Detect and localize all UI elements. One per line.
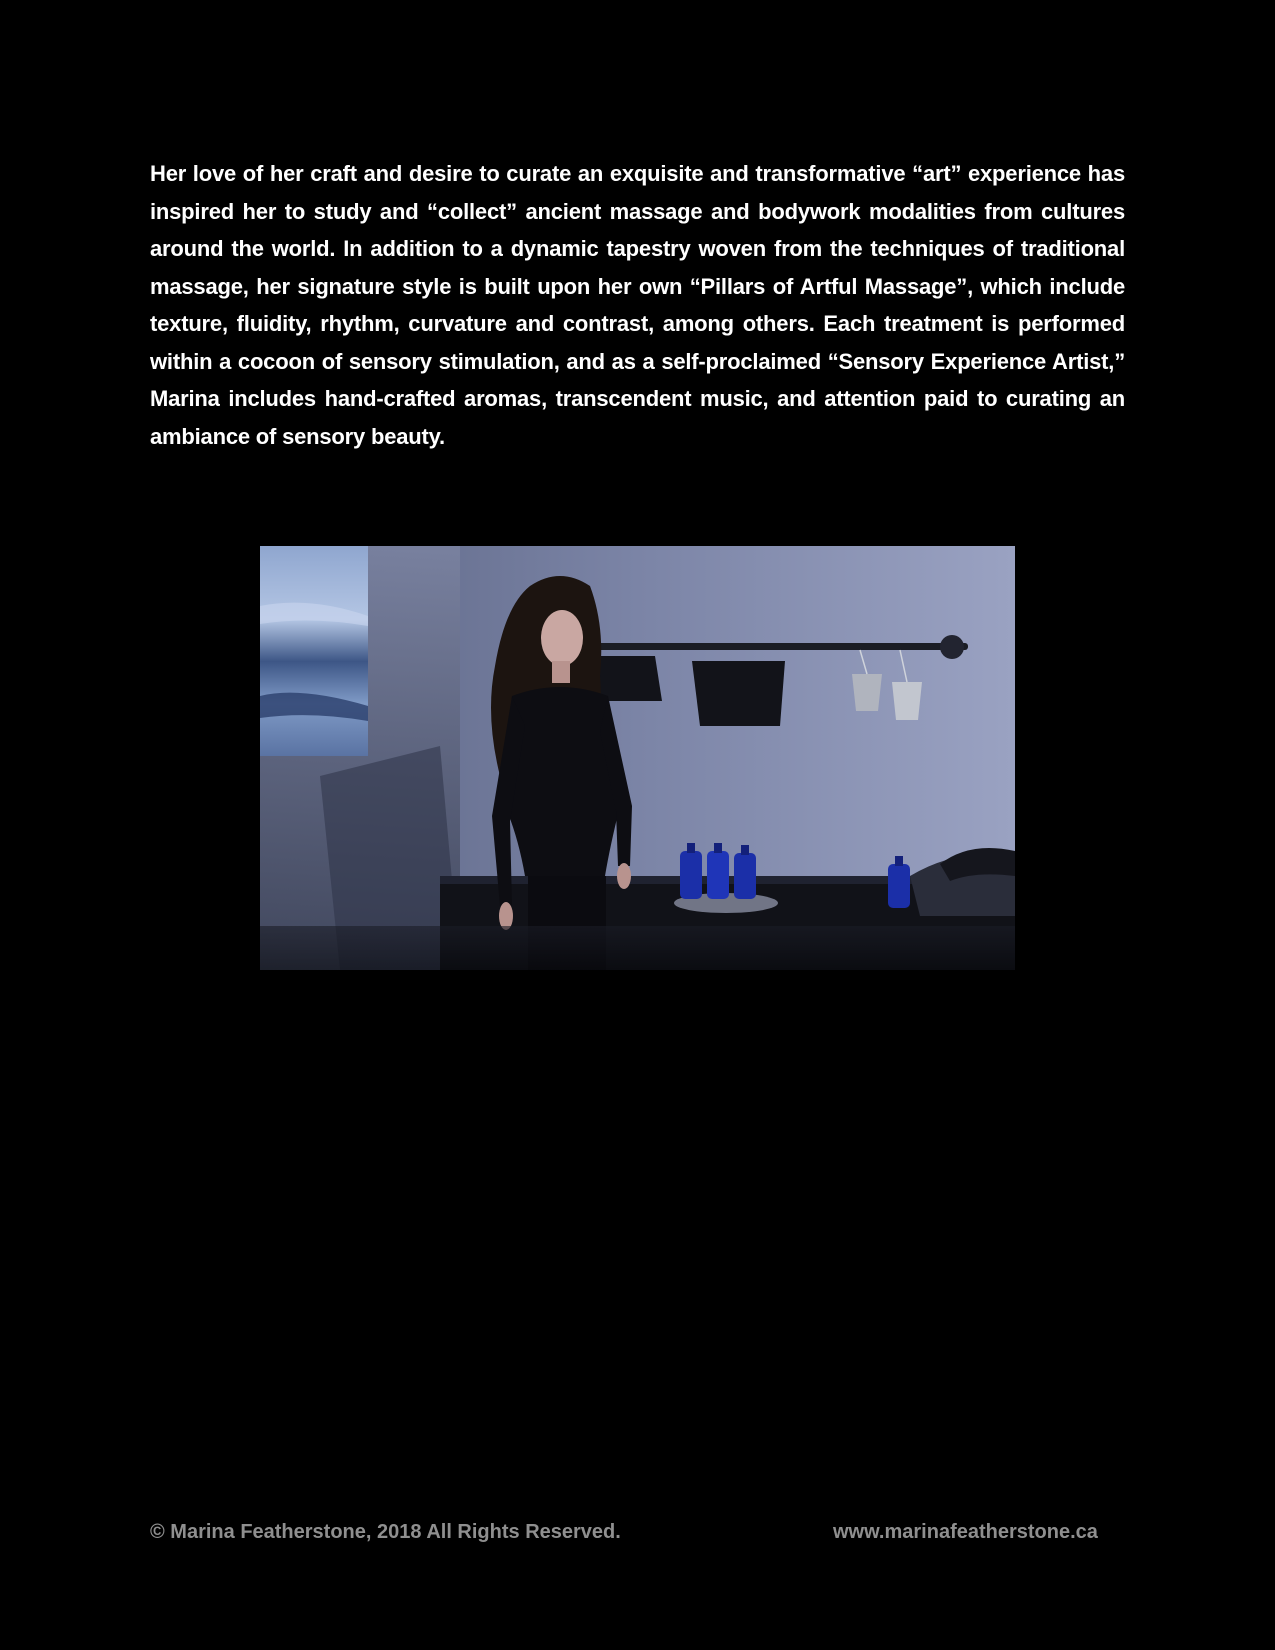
body-paragraph: Her love of her craft and desire to curate an exquisite and transformative “art” experience has inspired her to study and “collect” ancient massage and bodywork modalities from cultures around the world. In addition to a dynamic tapestry woven from the techniques of traditional massage, her signature style is built upon her own “Pillars of Artful Massage”, which include texture, fluidity, rhythm, curvature and contrast, among others. Each treatment is performed within a cocoon of sensory stimulation, and as a self-proclaimed “Sensory Experience Artist,” Marina includes hand-crafted aromas, transcendent music, and attention paid to curating an ambiance of sensory beauty. [150,161,1125,449]
footer-copyright: © Marina Featherstone, 2018 All Rights Reserved. [150,1521,621,1543]
hanging-rail [568,643,968,650]
footer-website: www.marinafeatherstone.ca [833,1521,1098,1543]
spa-room-photo [260,546,1015,970]
photo-illustration [260,546,1015,970]
wall-painting [260,546,368,756]
